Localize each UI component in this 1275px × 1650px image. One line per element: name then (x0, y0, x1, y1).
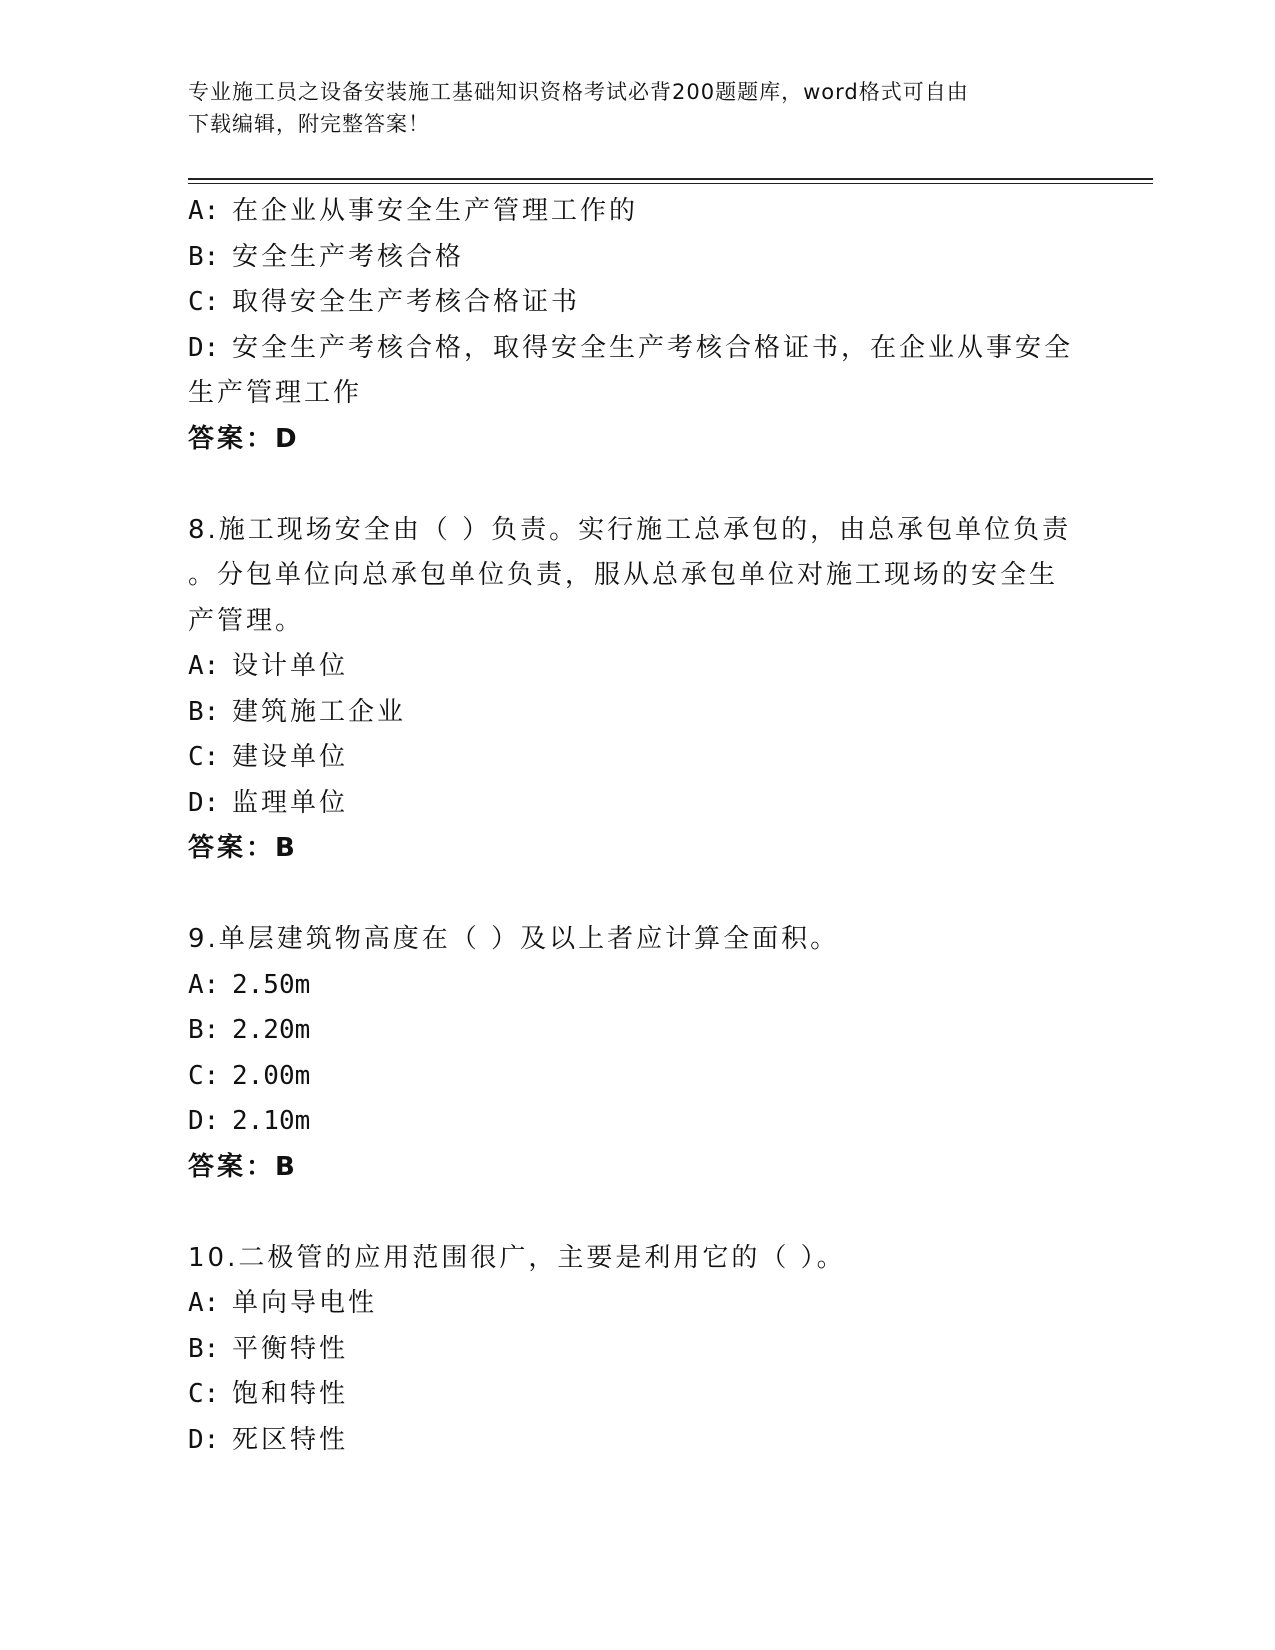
option-text: 单向导电性 (232, 1288, 378, 1318)
option-text: 建设单位 (232, 742, 349, 772)
option-text: 取得安全生产考核合格证书 (232, 287, 581, 317)
header-line-1: 专业施工员之设备安装施工基础知识资格考试必背200题题库，word格式可自由 (188, 80, 969, 104)
option-b (188, 690, 1088, 736)
question-stem: 。分包单位向总承包单位负责，服从总承包单位对施工现场的安全生 (188, 560, 1059, 590)
option-text: 2.10m (232, 1106, 311, 1136)
option-a (188, 644, 1088, 690)
option-b (188, 1008, 1088, 1054)
option-a (188, 189, 1088, 235)
option-d-continued: 生产管理工作 (188, 378, 363, 408)
header-rule-thick (188, 178, 1153, 180)
option-b (188, 1327, 1088, 1373)
question-8 (188, 508, 1088, 872)
option-letter: A: (188, 651, 220, 681)
header-line-2: 下载编辑，附完整答案！ (188, 112, 430, 136)
question-10 (188, 1236, 1088, 1464)
option-text: 安全生产考核合格 (232, 241, 465, 272)
option-letter: B: (188, 1015, 220, 1045)
answer: 答案：B (188, 1151, 298, 1182)
option-c (188, 280, 1088, 326)
question-7 (188, 189, 1088, 462)
option-text: 2.00m (232, 1060, 311, 1091)
option-a (188, 963, 1088, 1009)
option-letter: A: (188, 969, 220, 1000)
option-letter: C: (188, 1060, 220, 1091)
option-letter: B: (188, 1333, 220, 1364)
option-text: 死区特性 (232, 1424, 349, 1455)
question-stem: 9.单层建筑物高度在（ ）及以上者应计算全面积。 (188, 924, 840, 954)
option-d (188, 326, 1088, 372)
option-text: 在企业从事安全生产管理工作的 (232, 196, 639, 226)
option-letter: C: (188, 1379, 220, 1409)
question-spacer (188, 1190, 1088, 1236)
option-d (188, 1099, 1088, 1145)
option-text: 平衡特性 (232, 1333, 349, 1364)
question-stem: 产管理。 (188, 605, 305, 636)
option-letter: C: (188, 287, 220, 317)
option-text: 安全生产考核合格，取得安全生产考核合格证书，在企业从事安全 (232, 332, 1074, 363)
option-letter: A: (188, 1288, 220, 1318)
option-letter: C: (188, 742, 220, 772)
option-letter: D: (188, 1106, 220, 1136)
question-stem: 10.二极管的应用范围很广，主要是利用它的（ ）。 (188, 1242, 846, 1273)
document-header (188, 76, 1088, 140)
option-letter: B: (188, 241, 220, 272)
option-text: 饱和特性 (232, 1379, 349, 1409)
option-letter: D: (188, 1424, 220, 1455)
option-a (188, 1281, 1088, 1327)
option-text: 2.50m (232, 969, 311, 1000)
option-c (188, 1054, 1088, 1100)
option-d (188, 1418, 1088, 1464)
option-letter: A: (188, 196, 220, 226)
option-text: 2.20m (232, 1015, 311, 1045)
option-letter: B: (188, 696, 220, 727)
option-letter: D: (188, 787, 220, 818)
option-b (188, 235, 1088, 281)
question-spacer (188, 462, 1088, 508)
option-text: 监理单位 (232, 787, 349, 818)
question-spacer (188, 872, 1088, 918)
answer: 答案：B (188, 833, 298, 863)
option-text: 建筑施工企业 (232, 696, 407, 727)
question-9 (188, 917, 1088, 1190)
question-content (188, 189, 1088, 1463)
question-stem: 8.施工现场安全由（ ）负责。实行施工总承包的，由总承包单位负责 (188, 514, 1072, 545)
option-text: 设计单位 (232, 651, 349, 681)
option-c (188, 1372, 1088, 1418)
option-letter: D: (188, 332, 220, 363)
option-c (188, 735, 1088, 781)
answer: 答案：D (188, 423, 300, 454)
option-d (188, 781, 1088, 827)
header-rule-thin (188, 183, 1153, 184)
